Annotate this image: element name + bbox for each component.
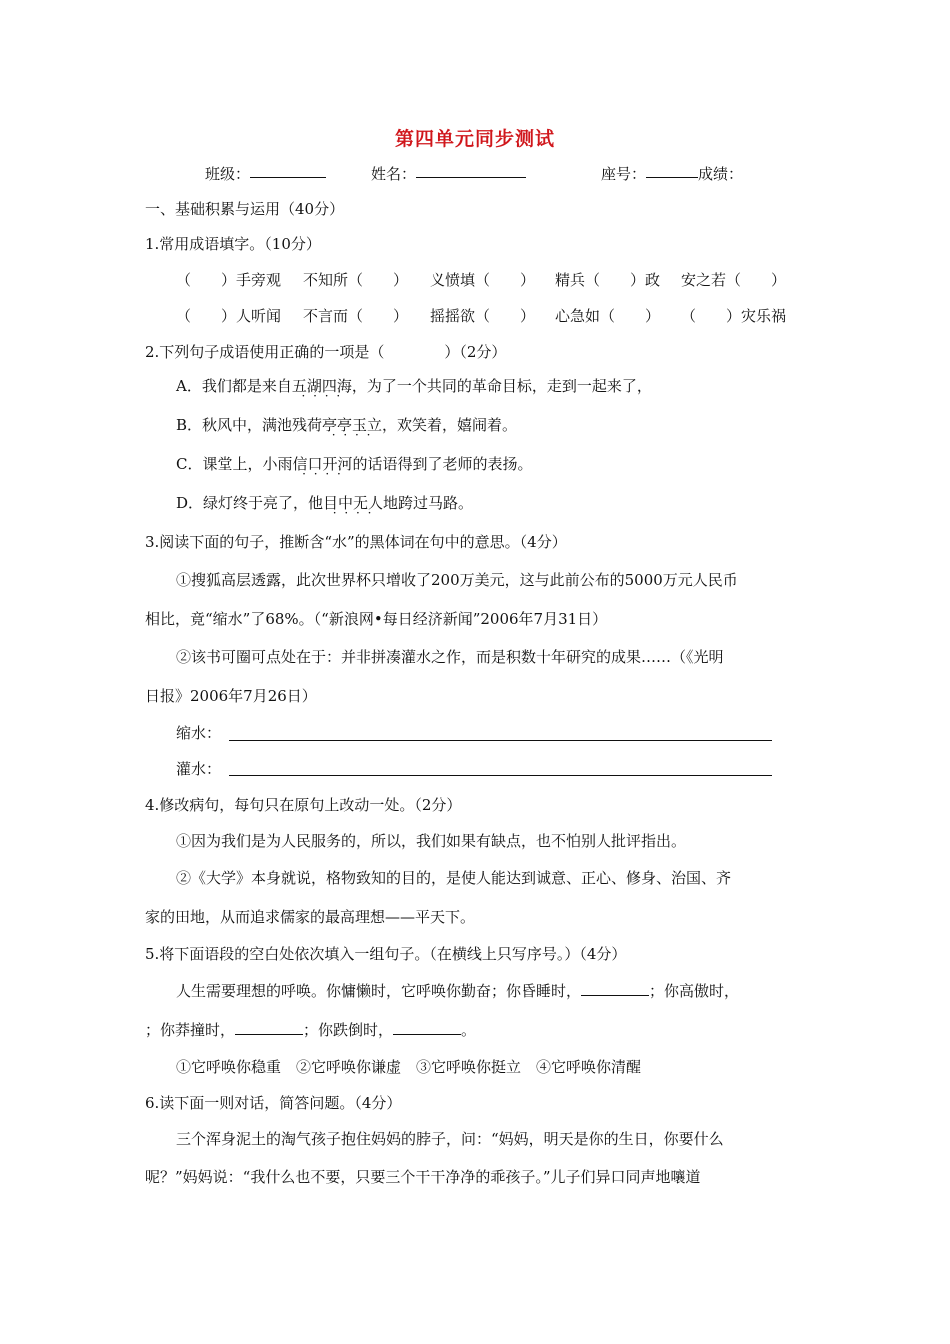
score-label: 成绩：: [698, 165, 744, 183]
class-blank[interactable]: [250, 163, 326, 178]
section-heading: 一、基础积累与运用（40分）: [145, 200, 345, 218]
idiom-row-1: [0, 269, 950, 289]
sentence-1-line-1: ①搜狐高层透露，此次世界杯只增收了200万美元，这与此前公布的5000万元人民币: [176, 571, 738, 589]
option-list: ①它呼唤你稳重 ②它呼唤你谦虚 ③它呼唤你挺立 ④它呼唤你清醒: [176, 1058, 642, 1076]
idiom-item[interactable]: 摇摇欲（ ）: [430, 307, 536, 325]
fill-blank[interactable]: [581, 981, 649, 996]
question-2-prompt: 2.下列句子成语使用正确的一项是（ ）（2分）: [145, 343, 507, 361]
seat-blank[interactable]: [646, 163, 698, 178]
question-1-prompt: 1.常用成语填字。（10分）: [145, 235, 321, 253]
answer-line-suoshui[interactable]: [229, 739, 772, 741]
fill-blank[interactable]: [393, 1020, 461, 1035]
idiom-item[interactable]: （ ）手旁观: [176, 271, 282, 289]
fill-blank[interactable]: [235, 1020, 303, 1035]
option-a[interactable]: A．我们都是来自五湖四海 · · · ·，为了一个共同的革命目标，走到一起来了，: [176, 375, 652, 396]
answer-label-guanshui: 灌水：: [176, 760, 222, 778]
option-d[interactable]: D．绿灯终于亮了，他目中无人 · · · ·地跨过马路。: [176, 492, 473, 513]
passage-line-1: 人生需要理想的呼唤。你慵懒时，它呼唤你勤奋；你昏睡时， ；你高傲时，: [176, 982, 740, 1000]
sentence-1-line-2: 相比，竟“缩水”了68%。（“新浪网•每日经济新闻”2006年7月31日）: [145, 610, 608, 628]
idiom-item[interactable]: 不言而（ ）: [303, 307, 409, 325]
question-3-prompt: 3.阅读下面的句子，推断含“水”的黑体词在句中的意思。（4分）: [145, 533, 567, 551]
question-6-prompt: 6.读下面一则对话，简答问题。（4分）: [145, 1094, 402, 1112]
idiom-item[interactable]: （ ）人听闻: [176, 307, 282, 325]
emphasized-idiom: 信口开河 · · · ·: [292, 453, 352, 474]
page-title: 第四单元同步测试: [394, 128, 555, 150]
class-field: 班级：: [205, 163, 250, 184]
name-blank[interactable]: [416, 163, 526, 178]
answer-label-suoshui: 缩水：: [176, 724, 222, 742]
idiom-item[interactable]: 义愤填（ ）: [430, 271, 536, 289]
dialogue-line-1: 三个浑身泥土的淘气孩子抱住妈妈的脖子，问：“妈妈，明天是你的生日，你要什么: [176, 1130, 724, 1148]
idiom-item[interactable]: （ ）灾乐祸: [681, 307, 787, 325]
option-b[interactable]: B．秋风中，满池残荷亭亭玉立 · · · ·，欢笑着，嬉闹着。: [176, 414, 517, 435]
option-c[interactable]: C．课堂上，小雨信口开河 · · · ·的话语得到了老师的表扬。: [176, 453, 533, 474]
answer-line-guanshui[interactable]: [229, 774, 772, 776]
idiom-item[interactable]: 精兵（ ）政: [555, 271, 661, 289]
emphasized-idiom: 目中无人 · · · ·: [323, 492, 383, 513]
faulty-sentence-1: ①因为我们是为人民服务的，所以，我们如果有缺点，也不怕别人批评指出。: [176, 832, 687, 850]
idiom-item[interactable]: 安之若（ ）: [681, 271, 787, 289]
emphasized-idiom: 亭亭玉立 · · · ·: [322, 414, 382, 435]
seat-field: 座号：: [601, 163, 646, 184]
emphasized-idiom: 五湖四海 · · · ·: [292, 375, 352, 396]
idiom-row-2: [0, 305, 950, 325]
passage-line-2: ；你莽撞时， ；你跌倒时， 。: [145, 1021, 477, 1039]
idiom-item[interactable]: 不知所（ ）: [303, 271, 409, 289]
dialogue-line-2: 呢？”妈妈说：“我什么也不要，只要三个干干净净的乖孩子。”儿子们异口同声地嚷道: [145, 1168, 701, 1186]
question-5-prompt: 5.将下面语段的空白处依次填入一组句子。（在横线上只写序号。）（4分）: [145, 945, 627, 963]
faulty-sentence-2-line-1: ②《大学》本身就说，格物致知的目的，是使人能达到诚意、正心、修身、治国、齐: [176, 869, 732, 887]
idiom-item[interactable]: 心急如（ ）: [555, 307, 661, 325]
faulty-sentence-2-line-2: 家的田地，从而追求儒家的最高理想——平天下。: [145, 908, 476, 926]
sentence-2-line-2: 日报》2006年7月26日）: [145, 687, 317, 705]
name-field: 姓名：: [371, 163, 416, 184]
sentence-2-line-1: ②该书可圈可点处在于：并非拼凑灌水之作，而是积数十年研究的成果……（《光明: [176, 648, 724, 666]
question-4-prompt: 4.修改病句，每句只在原句上改动一处。（2分）: [145, 796, 462, 814]
